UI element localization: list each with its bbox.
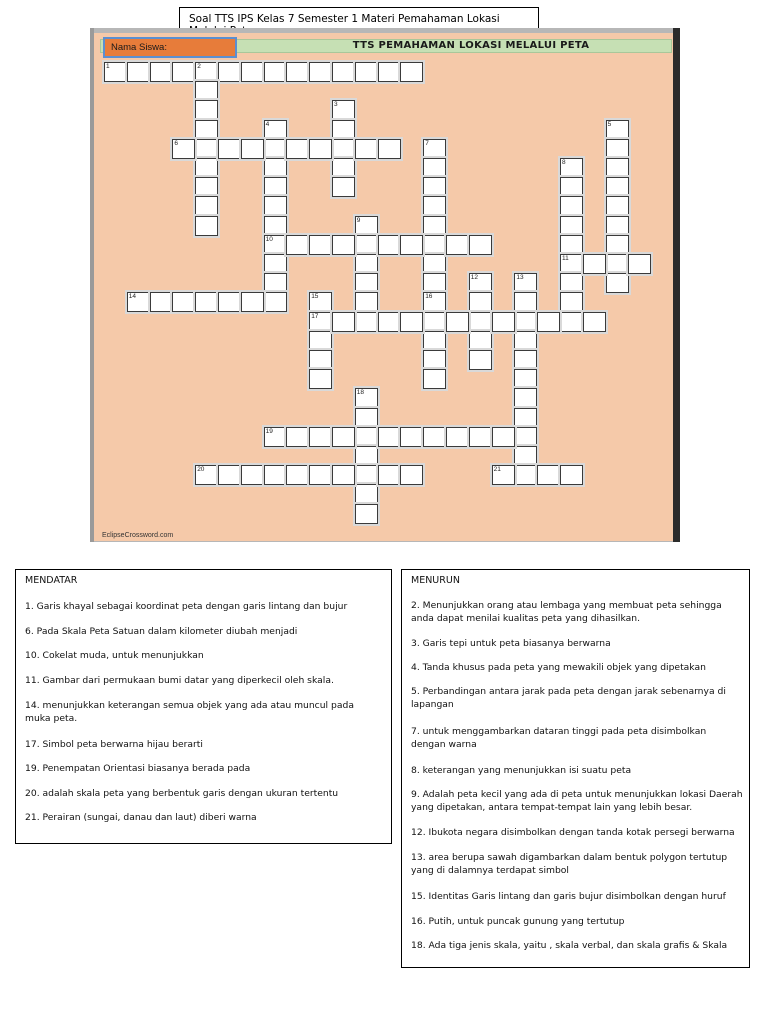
- grid-cell[interactable]: [423, 158, 446, 178]
- puzzle-header-title: TTS PEMAHAMAN LOKASI MELALUI PETA: [352, 40, 590, 51]
- grid-cell[interactable]: [218, 465, 241, 485]
- grid-clue-number: 21: [493, 466, 501, 474]
- grid-cell[interactable]: [469, 312, 492, 332]
- grid-cell[interactable]: [309, 139, 332, 159]
- grid-clue-number: 1: [106, 63, 110, 70]
- grid-cell[interactable]: [286, 62, 309, 82]
- grid-clue-number: 2: [197, 63, 201, 70]
- grid-cell[interactable]: [469, 292, 492, 312]
- grid-cell[interactable]: [583, 254, 606, 274]
- grid-cell[interactable]: [423, 216, 446, 236]
- across-clue-21: 21. Perairan (sungai, danau dan laut) diberi warna: [25, 812, 257, 823]
- grid-clue-number: 14: [128, 293, 137, 301]
- grid-cell[interactable]: [264, 62, 287, 82]
- down-clue-9: 9. Adalah peta kecil yang ada di peta untuk menunjukkan lokasi Daerah yang dipetakan, antara tempat-tempat lain yang lebih besar.: [411, 789, 743, 813]
- grid-cell[interactable]: [355, 312, 378, 332]
- grid-cell[interactable]: [492, 312, 515, 332]
- grid-cell[interactable]: [514, 446, 537, 466]
- grid-clue-number: 15: [311, 293, 319, 301]
- grid-cell[interactable]: [355, 446, 378, 466]
- grid-cell[interactable]: [423, 177, 446, 197]
- grid-cell[interactable]: [195, 100, 218, 120]
- grid-cell[interactable]: [378, 427, 401, 447]
- grid-cell[interactable]: [195, 292, 218, 312]
- grid-clue-number: 12: [470, 274, 479, 282]
- across-clue-10: 10. Cokelat muda, untuk menunjukkan: [25, 650, 204, 661]
- grid-clue-number: 8: [562, 159, 566, 166]
- grid-cell[interactable]: [423, 254, 446, 274]
- grid-cell[interactable]: [195, 139, 218, 159]
- grid-cell[interactable]: [309, 62, 332, 82]
- grid-cell[interactable]: [514, 312, 537, 332]
- grid-cell[interactable]: [514, 292, 537, 312]
- down-clue-4: 4. Tanda khusus pada peta yang mewakili objek yang dipetakan: [411, 662, 706, 673]
- down-clue-5: 5. Perbandingan antara jarak pada peta dengan jarak sebenarnya di lapangan: [411, 686, 726, 710]
- grid-cell[interactable]: [514, 350, 537, 370]
- grid-cell[interactable]: [264, 196, 287, 216]
- grid-cell[interactable]: [514, 369, 537, 389]
- grid-cell[interactable]: [514, 465, 537, 485]
- grid-cell[interactable]: [355, 62, 378, 82]
- grid-cell[interactable]: [127, 62, 150, 82]
- grid-clue-number: 5: [607, 120, 612, 128]
- grid-cell[interactable]: [172, 292, 195, 312]
- down-clue-16: 16. Putih, untuk puncak gunung yang tertutup: [411, 916, 625, 927]
- grid-cell[interactable]: [355, 254, 378, 274]
- grid-cell[interactable]: [195, 120, 218, 140]
- grid-cell[interactable]: [264, 254, 287, 274]
- grid-cell[interactable]: [560, 273, 583, 293]
- grid-cell[interactable]: [446, 235, 469, 255]
- grid-cell[interactable]: [218, 292, 241, 312]
- grid-cell[interactable]: [309, 350, 332, 370]
- grid-cell[interactable]: [537, 465, 560, 485]
- grid-cell[interactable]: [400, 62, 423, 82]
- credit-text: EclipseCrossword.com: [102, 532, 174, 539]
- grid-cell[interactable]: [606, 273, 629, 293]
- grid-cell[interactable]: [355, 139, 378, 159]
- grid-cell[interactable]: [332, 62, 355, 82]
- grid-cell[interactable]: [606, 139, 629, 159]
- grid-cell[interactable]: [423, 235, 446, 255]
- grid-cell[interactable]: [628, 254, 651, 274]
- across-clue-1: 1. Garis khayal sebagai koordinat peta dengan garis lintang dan bujur: [25, 601, 348, 612]
- grid-cell[interactable]: [264, 216, 287, 236]
- across-heading: MENDATAR: [25, 575, 78, 586]
- grid-cell[interactable]: [355, 235, 378, 255]
- grid-cell[interactable]: [537, 312, 560, 332]
- across-clue-17: 17. Simbol peta berwarna hijau berarti: [25, 739, 203, 750]
- grid-cell[interactable]: [469, 331, 492, 351]
- grid-clue-number: 18: [356, 389, 365, 397]
- grid-cell[interactable]: [423, 196, 446, 216]
- grid-cell[interactable]: [378, 465, 401, 485]
- grid-cell[interactable]: [150, 62, 173, 82]
- grid-cell[interactable]: [309, 369, 332, 389]
- grid-cell[interactable]: [560, 196, 583, 216]
- grid-cell[interactable]: [264, 139, 287, 159]
- grid-cell[interactable]: [264, 292, 287, 312]
- grid-cell[interactable]: [195, 158, 218, 178]
- grid-cell[interactable]: [355, 484, 378, 504]
- grid-cell[interactable]: [218, 139, 241, 159]
- grid-clue-number: 17: [311, 312, 319, 320]
- grid-clue-number: 13: [516, 274, 524, 282]
- grid-clue-number: 9: [356, 216, 361, 224]
- grid-cell[interactable]: [195, 177, 218, 197]
- grid-cell[interactable]: [332, 139, 355, 159]
- down-clue-15: 15. Identitas Garis lintang dan garis bujur disimbolkan dengan huruf: [411, 891, 726, 902]
- grid-cell[interactable]: [423, 427, 446, 447]
- grid-cell[interactable]: [332, 312, 355, 332]
- grid-cell[interactable]: [606, 235, 629, 255]
- across-clue-11: 11. Gambar dari permukaan bumi datar yang diperkecil oleh skala.: [25, 675, 334, 686]
- grid-cell[interactable]: [241, 139, 264, 159]
- down-clue-18: 18. Ada tiga jenis skala, yaitu , skala verbal, dan skala grafis & Skala: [411, 940, 728, 951]
- grid-cell[interactable]: [606, 158, 629, 178]
- grid-cell[interactable]: [355, 292, 378, 312]
- grid-cell[interactable]: [332, 158, 355, 178]
- grid-cell[interactable]: [583, 312, 606, 332]
- grid-cell[interactable]: [264, 158, 287, 178]
- grid-cell[interactable]: [400, 465, 423, 485]
- across-clue-14: 14. menunjukkan keterangan semua objek yang ada atau muncul pada muka peta.: [25, 700, 354, 724]
- grid-cell[interactable]: [332, 235, 355, 255]
- grid-cell[interactable]: [241, 292, 264, 312]
- grid-cell[interactable]: [514, 331, 537, 351]
- grid-cell[interactable]: [195, 196, 218, 216]
- grid-cell[interactable]: [560, 465, 583, 485]
- grid-clue-number: 3: [334, 101, 338, 109]
- grid-cell[interactable]: [423, 273, 446, 293]
- grid-cell[interactable]: [332, 120, 355, 140]
- grid-clue-number: 11: [562, 255, 569, 262]
- down-clue-3: 3. Garis tepi untuk peta biasanya berwarna: [411, 638, 611, 649]
- grid-cell[interactable]: [355, 408, 378, 428]
- grid-cell[interactable]: [286, 465, 309, 485]
- grid-cell[interactable]: [309, 427, 332, 447]
- grid-cell[interactable]: [560, 235, 583, 255]
- grid-cell[interactable]: [286, 427, 309, 447]
- grid-cell[interactable]: [309, 235, 332, 255]
- grid-cell[interactable]: [560, 216, 583, 236]
- grid-cell[interactable]: [378, 139, 401, 159]
- grid-cell[interactable]: [446, 427, 469, 447]
- grid-cell[interactable]: [241, 465, 264, 485]
- grid-clue-number: 6: [174, 139, 179, 147]
- grid-cell[interactable]: [400, 312, 423, 332]
- grid-cell[interactable]: [469, 350, 492, 370]
- grid-cell[interactable]: [423, 312, 446, 332]
- grid-cell[interactable]: [400, 235, 423, 255]
- grid-cell[interactable]: [446, 312, 469, 332]
- grid-clue-number: 7: [425, 139, 429, 147]
- grid-clue-number: 20: [197, 466, 205, 474]
- grid-cell[interactable]: [309, 331, 332, 351]
- grid-cell[interactable]: [378, 62, 401, 82]
- grid-cell[interactable]: [195, 81, 218, 101]
- grid-cell[interactable]: [469, 235, 492, 255]
- grid-cell[interactable]: [332, 465, 355, 485]
- grid-cell[interactable]: [150, 292, 173, 312]
- grid-cell[interactable]: [378, 235, 401, 255]
- grid-cell[interactable]: [492, 427, 515, 447]
- grid-cell[interactable]: [560, 292, 583, 312]
- grid-cell[interactable]: [469, 427, 492, 447]
- grid-cell[interactable]: [241, 62, 264, 82]
- grid-cell[interactable]: [355, 273, 378, 293]
- down-clue-13: 13. area berupa sawah digambarkan dalam bentuk polygon tertutup yang di dalamnya terdapat simbol: [411, 852, 728, 876]
- grid-cell[interactable]: [400, 427, 423, 447]
- grid-cell[interactable]: [332, 427, 355, 447]
- grid-cell[interactable]: [423, 350, 446, 370]
- grid-cell[interactable]: [560, 177, 583, 197]
- grid-clue-number: 10: [265, 235, 273, 243]
- grid-cell[interactable]: [218, 62, 241, 82]
- grid-cell[interactable]: [423, 331, 446, 351]
- grid-cell[interactable]: [355, 465, 378, 485]
- across-clue-6: 6. Pada Skala Peta Satuan dalam kilometer diubah menjadi: [25, 626, 298, 637]
- grid-cell[interactable]: [286, 139, 309, 159]
- across-clue-20: 20. adalah skala peta yang berbentuk garis dengan ukuran tertentu: [25, 788, 339, 799]
- down-clue-8: 8. keterangan yang menunjukkan isi suatu peta: [411, 765, 632, 776]
- grid-cell[interactable]: [606, 254, 629, 274]
- grid-cell[interactable]: [286, 235, 309, 255]
- grid-cell[interactable]: [514, 427, 537, 447]
- grid-cell[interactable]: [264, 177, 287, 197]
- grid-cell[interactable]: [355, 504, 378, 524]
- grid-clue-number: 4: [265, 120, 270, 128]
- grid-cell[interactable]: [514, 388, 537, 408]
- grid-cell[interactable]: [560, 312, 583, 332]
- grid-cell[interactable]: [606, 177, 629, 197]
- grid-cell[interactable]: [195, 216, 218, 236]
- grid-cell[interactable]: [606, 196, 629, 216]
- page-title: Soal TTS IPS Kelas 7 Semester 1 Materi Pemahaman Lokasi: [179, 7, 539, 37]
- grid-cell[interactable]: [514, 408, 537, 428]
- down-heading: MENURUN: [411, 575, 460, 586]
- across-clue-19: 19. Penempatan Orientasi biasanya berada pada: [25, 763, 251, 774]
- grid-cell[interactable]: [378, 312, 401, 332]
- grid-cell[interactable]: [423, 369, 446, 389]
- grid-cell[interactable]: [172, 62, 195, 82]
- grid-cell[interactable]: [355, 427, 378, 447]
- grid-cell[interactable]: [264, 465, 287, 485]
- down-clue-7: 7. untuk menggambarkan dataran tinggi pada peta disimbolkan dengan warna: [411, 726, 707, 750]
- grid-cell[interactable]: [606, 216, 629, 236]
- grid-cell[interactable]: [309, 465, 332, 485]
- across-clues-box: [15, 569, 392, 844]
- down-clue-2: 2. Menunjukkan orang atau lembaga yang membuat peta sehingga anda dapat menilai kualitas peta yang dihasilkan.: [411, 600, 722, 624]
- down-clue-12: 12. Ibukota negara disimbolkan dengan tanda kotak persegi berwarna: [411, 827, 735, 838]
- grid-clue-number: 19: [265, 427, 273, 435]
- grid-cell[interactable]: [264, 273, 287, 293]
- down-clues-box: [401, 569, 750, 968]
- grid-cell[interactable]: [332, 177, 355, 197]
- student-name-label: Nama Siswa:: [111, 42, 167, 53]
- grid-clue-number: 16: [425, 293, 433, 301]
